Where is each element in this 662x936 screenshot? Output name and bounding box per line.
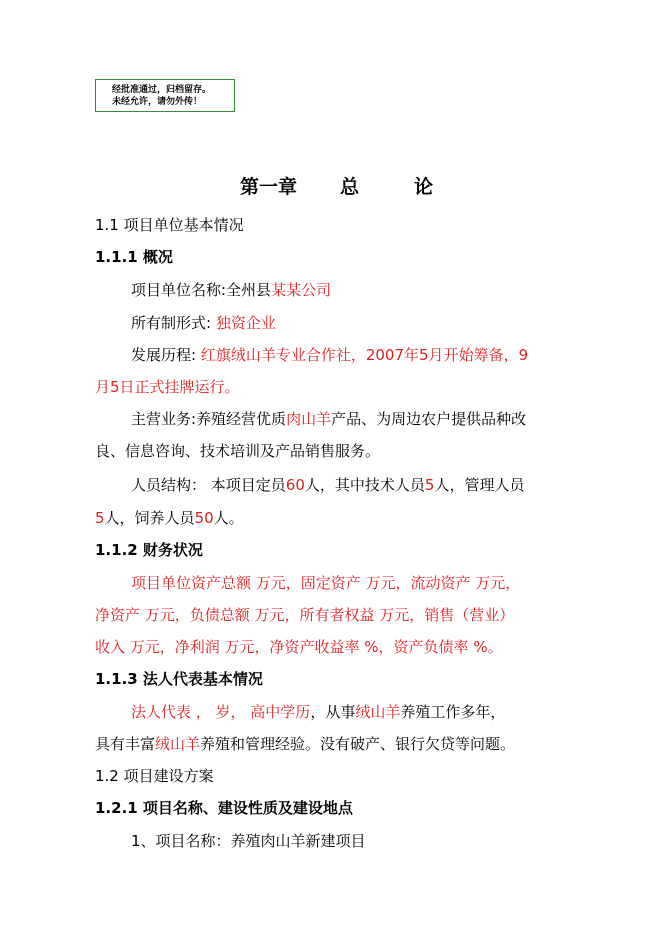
- legal-line-2: [95, 733, 515, 754]
- staff-feed: 50: [194, 509, 214, 527]
- stamp-line-1: 经批准通过，归档留存。: [112, 85, 212, 95]
- staff-tech: 5: [424, 476, 435, 494]
- business-text-b: 产品、为周边农户提供品种改: [331, 410, 527, 428]
- chapter-title-part-3: 论: [414, 176, 434, 198]
- staff-text-a: 人员结构： 本项目定员: [131, 476, 286, 494]
- heading-1-2: 1.2 项目建设方案: [95, 767, 214, 785]
- heading-1-1-2: 1.1.2 财务状况: [95, 541, 203, 559]
- legal-red-2: 绒山羊: [355, 703, 401, 721]
- history-line-2: 月5日正式挂牌运行。: [95, 378, 240, 396]
- chapter-title-part-2: 总: [340, 176, 360, 198]
- business-text-a: 主营业务:养殖经营优质: [131, 410, 287, 428]
- staff-line-2: [95, 507, 244, 528]
- finance-line-1: 项目单位资产总额 万元，固定资产 万元，流动资产 万元，: [131, 574, 521, 592]
- finance-line-3: 收入 万元，净利润 万元，净资产收益率 %，资产负债率 %。: [95, 638, 503, 656]
- finance-line-2: 净资产 万元，负债总额 万元，所有者权益 万元，销售（营业）: [95, 606, 515, 624]
- business-red: 肉山羊: [286, 410, 332, 428]
- unit-name-label: 项目单位名称:全州县: [131, 281, 272, 299]
- legal-line-1: [131, 701, 505, 722]
- heading-1-1-1: 1.1.1 概况: [95, 248, 173, 266]
- history-label: 发展历程:: [131, 346, 197, 364]
- approval-stamp: [95, 79, 235, 112]
- ownership-line: [131, 312, 276, 333]
- legal-red-3: 绒山羊: [155, 735, 201, 753]
- ownership-label: 所有制形式:: [131, 314, 212, 332]
- staff-text-b: 人，其中技术人员: [304, 476, 425, 494]
- unit-name-value: 某某公司: [271, 281, 332, 299]
- history-value-1: 红旗绒山羊专业合作社，2007年5月开始筹备，9: [200, 346, 529, 364]
- business-line-1: [131, 408, 526, 429]
- chapter-title-part-1: 第一章: [240, 176, 298, 198]
- legal-red-1: 法人代表 ， 岁， 高中学历: [131, 703, 311, 721]
- staff-mgmt: 5: [95, 509, 105, 527]
- legal-text-3: 具有丰富: [95, 735, 156, 753]
- heading-1-2-1: 1.2.1 项目名称、建设性质及建设地点: [95, 799, 353, 817]
- legal-text-4: 养殖和管理经验。没有破产、银行欠贷等问题。: [200, 735, 516, 753]
- business-line-2: 良、信息咨询、技术培训及产品销售服务。: [95, 442, 381, 460]
- ownership-value: 独资企业: [215, 314, 276, 332]
- staff-line-1: [131, 474, 524, 495]
- project-name-line: 1、项目名称：养殖肉山羊新建项目: [131, 832, 366, 850]
- unit-name-line: [131, 279, 331, 300]
- heading-1-1-3: 1.1.3 法人代表基本情况: [95, 670, 263, 688]
- heading-1-1: 1.1 项目单位基本情况: [95, 216, 244, 234]
- legal-text-1: ，从事: [310, 703, 356, 721]
- staff-total: 60: [285, 476, 305, 494]
- staff-text-d: 人，饲养人员: [104, 509, 195, 527]
- history-line-1: [131, 344, 528, 365]
- stamp-line-2: 未经允许，请勿外传！: [112, 97, 203, 107]
- staff-text-e: 人。: [213, 509, 244, 527]
- legal-text-2: 养殖工作多年，: [400, 703, 506, 721]
- staff-text-c: 人，管理人员: [434, 476, 525, 494]
